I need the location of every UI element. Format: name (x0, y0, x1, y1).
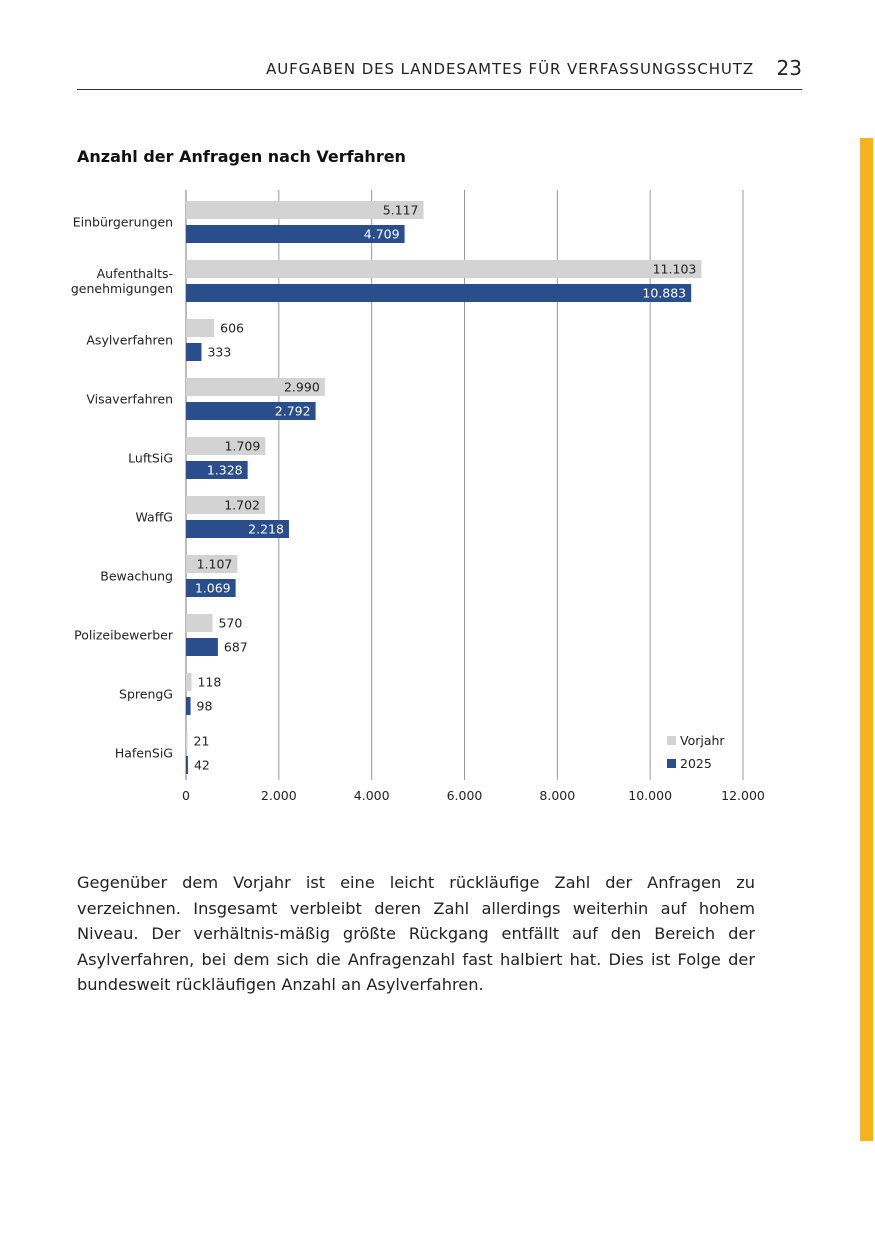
data-label: 98 (196, 698, 213, 714)
body-paragraph: Gegenüber dem Vorjahr ist eine leicht rückläufige Zahl der Anfragen zu verzeichnen. Insgesamt verbleibt deren Zahl allerdings weiterhin auf hohem Niveau. Der verhältnis-mäßig größte Rückgang entfällt auf den Bereich der Asylverfahren, bei dem sich die Anfragenzahl fast halbiert hat. Dies ist Folge der bundesweit rückläufigen Anzahl an Asylverfahren. (77, 873, 755, 994)
bar-vorjahr (186, 260, 701, 278)
data-label: 2.990 (283, 379, 320, 395)
bar-vorjahr (186, 614, 212, 632)
data-label: 11.103 (652, 261, 697, 277)
bar-vorjahr (186, 319, 214, 337)
x-tick-label: 2.000 (260, 788, 297, 803)
bar-2025 (186, 343, 201, 361)
category-label: genehmigungen (70, 281, 173, 296)
x-tick-label: 6.000 (446, 788, 483, 803)
data-label: 333 (207, 344, 232, 360)
x-tick-label: 0 (182, 788, 190, 803)
category-label: LuftSiG (128, 450, 173, 466)
data-label: 570 (218, 615, 243, 631)
category-label: Einbürgerungen (72, 214, 173, 230)
category-label: SprengG (119, 686, 173, 702)
bar-vorjahr (186, 673, 191, 691)
category-label: Polizeibewerber (74, 627, 173, 643)
data-label: 118 (197, 674, 222, 690)
running-header-title: AUFGABEN DES LANDESAMTES FÜR VERFASSUNGSSCHUTZ (266, 60, 754, 78)
x-tick-label: 8.000 (539, 788, 576, 803)
legend-label: 2025 (680, 756, 712, 771)
legend-swatch (667, 759, 676, 768)
bar-2025 (186, 638, 218, 656)
category-label: Bewachung (100, 568, 173, 584)
legend-swatch (667, 736, 676, 745)
bar-2025 (186, 284, 691, 302)
bar-2025 (186, 756, 188, 774)
chart-title: Anzahl der Anfragen nach Verfahren (77, 147, 406, 166)
data-label: 1.069 (194, 580, 231, 596)
category-label: HafenSiG (114, 745, 173, 761)
data-label: 4.709 (363, 226, 400, 242)
data-label: 2.792 (274, 403, 311, 419)
data-label: 1.328 (206, 462, 243, 478)
data-label: 1.709 (224, 438, 261, 454)
category-label: Visaverfahren (86, 391, 173, 407)
data-label: 1.107 (196, 556, 233, 572)
x-tick-label: 4.000 (353, 788, 390, 803)
category-label: WaffG (135, 509, 173, 525)
data-label: 2.218 (248, 521, 284, 537)
data-label: 1.702 (224, 497, 261, 513)
data-label: 5.117 (382, 202, 419, 218)
bar-2025 (186, 697, 191, 715)
x-tick-label: 12.000 (721, 788, 765, 803)
category-label: Aufenthalts- (96, 266, 173, 281)
data-label: 10.883 (642, 285, 687, 301)
legend-label: Vorjahr (680, 733, 725, 748)
data-label: 42 (193, 757, 210, 773)
category-label: Asylverfahren (86, 332, 173, 348)
data-label: 687 (223, 639, 248, 655)
data-label: 606 (220, 320, 244, 336)
bar-vorjahr (186, 732, 188, 750)
x-tick-label: 10.000 (628, 788, 673, 803)
data-label: 21 (193, 733, 210, 749)
page-number: 23 (776, 56, 802, 80)
